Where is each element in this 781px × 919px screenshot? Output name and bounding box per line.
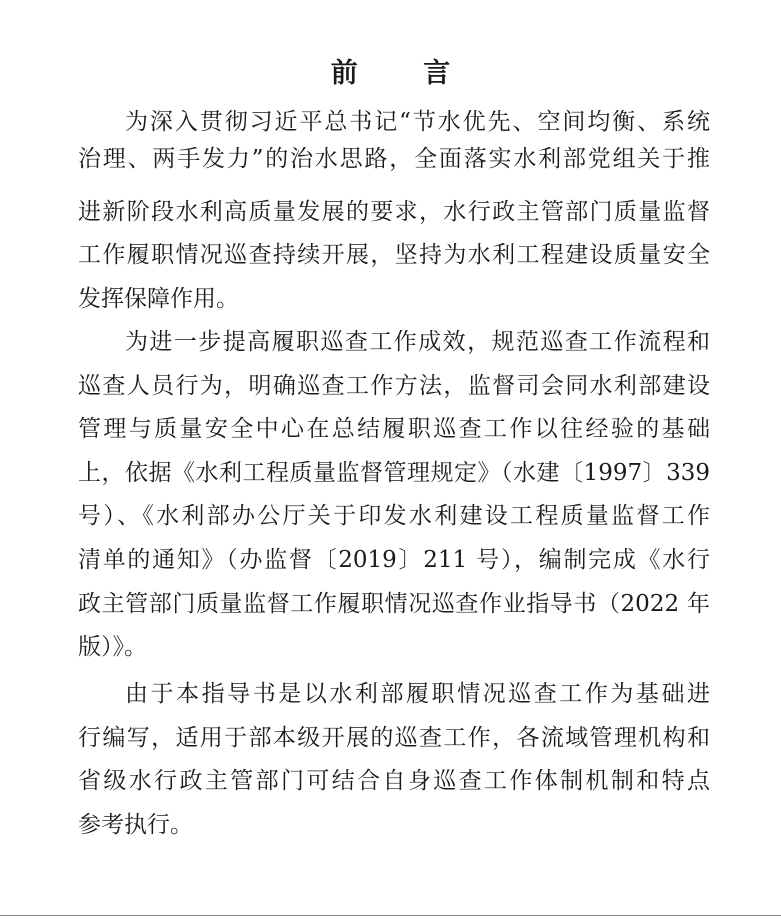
paragraph-1-line-3: 进新阶段水利高质量发展的要求，水行政主管部门质量监督	[78, 199, 710, 225]
paragraph-1-line-4: 工作履职情况巡查持续开展，坚持为水利工程建设质量安全	[78, 242, 710, 268]
paragraph-2-line-2: 巡查人员行为，明确巡查工作方法，监督司会同水利部建设	[78, 373, 710, 399]
page-title: 前 言	[330, 58, 479, 89]
paragraph-2-line-7: 政主管部门质量监督工作履职情况巡查作业指导书（2022 年	[78, 591, 710, 617]
paragraph-2-line-4: 上，依据《水利工程质量监督管理规定》（水建〔1997〕339	[78, 460, 710, 486]
paragraph-2-line-1: 为进一步提高履职巡查工作成效，规范巡查工作流程和	[125, 329, 710, 355]
paragraph-1-line-1: 为深入贯彻习近平总书记“节水优先、空间均衡、系统	[125, 109, 710, 135]
paragraph-2-line-8: 版）》。	[78, 634, 147, 660]
paragraph-2-line-3: 管理与质量安全中心在总结履职巡查工作以往经验的基础	[78, 416, 710, 442]
paragraph-1-line-5: 发挥保障作用。	[78, 286, 239, 312]
paragraph-1-line-2: 治理、两手发力”的治水思路，全面落实水利部党组关于推	[78, 146, 710, 172]
page-bottom-divider	[0, 915, 781, 916]
paragraph-3-line-2: 行编写，适用于部本级开展的巡查工作，各流域管理机构和	[78, 725, 710, 751]
paragraph-2-line-6: 清单的通知》（办监督〔2019〕211 号），编制完成《水行	[78, 547, 710, 573]
paragraph-3-line-1: 由于本指导书是以水利部履职情况巡查工作为基础进	[125, 681, 710, 707]
paragraph-3-line-3: 省级水行政主管部门可结合自身巡查工作体制机制和特点	[78, 768, 710, 794]
paragraph-2-line-5: 号）、《水利部办公厅关于印发水利建设工程质量监督工作	[78, 503, 710, 529]
paragraph-3-line-4: 参考执行。	[78, 812, 193, 838]
